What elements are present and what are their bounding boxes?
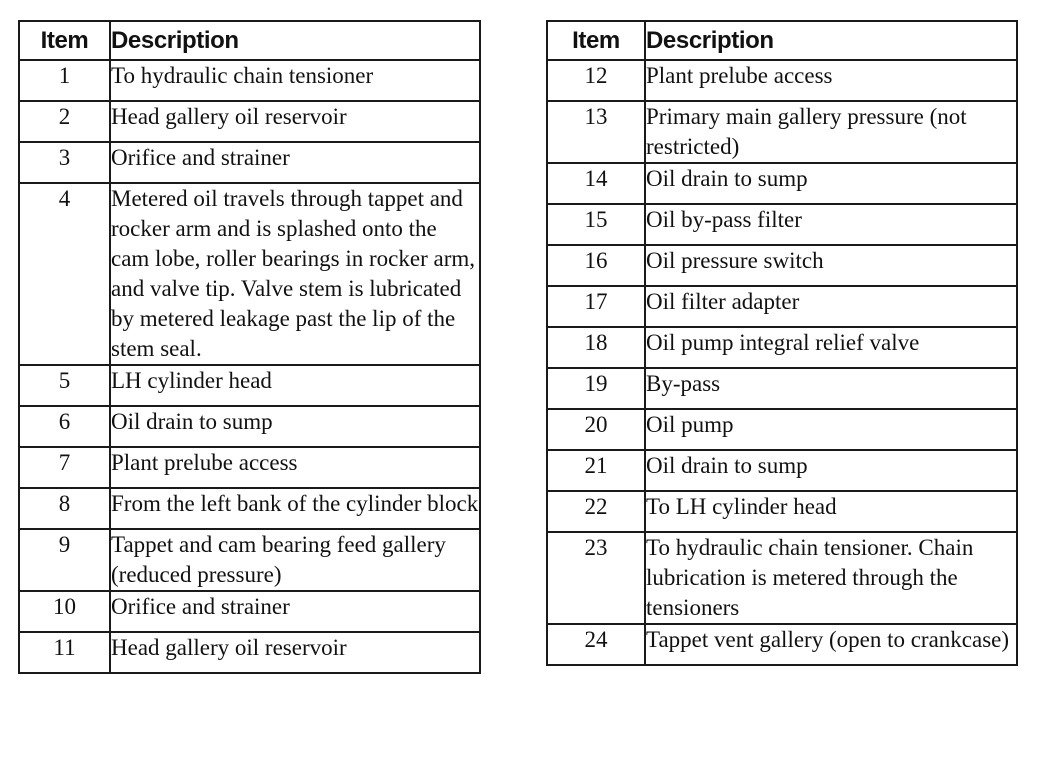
- item-description: Oil drain to sump: [110, 406, 480, 447]
- item-description: Oil pump integral relief valve: [645, 327, 1017, 368]
- item-number: 9: [19, 529, 110, 591]
- table-row: [19, 488, 480, 529]
- item-description: To hydraulic chain tensioner. Chain lubrication is metered through the tensioners: [645, 532, 1017, 624]
- item-number: 11: [19, 632, 110, 673]
- item-number: 15: [547, 204, 645, 245]
- table-row: [19, 101, 480, 142]
- item-description: Oil pressure switch: [645, 245, 1017, 286]
- column-header-description: Description: [110, 21, 480, 60]
- item-number: 4: [19, 183, 110, 365]
- item-number: 8: [19, 488, 110, 529]
- item-description: Tappet vent gallery (open to crankcase): [645, 624, 1017, 665]
- table-row: [547, 286, 1017, 327]
- table-row: [547, 368, 1017, 409]
- item-description: LH cylinder head: [110, 365, 480, 406]
- item-number: 14: [547, 163, 645, 204]
- item-number: 6: [19, 406, 110, 447]
- item-description: To LH cylinder head: [645, 491, 1017, 532]
- item-number: 2: [19, 101, 110, 142]
- table-row: [547, 101, 1017, 163]
- item-number: 17: [547, 286, 645, 327]
- table-row: [547, 491, 1017, 532]
- column-header-description: Description: [645, 21, 1017, 60]
- item-description: Orifice and strainer: [110, 142, 480, 183]
- item-description: Plant prelube access: [645, 60, 1017, 101]
- table-row: [547, 327, 1017, 368]
- item-number: 19: [547, 368, 645, 409]
- item-description: Metered oil travels through tappet and rocker arm and is splashed onto the cam lobe, roller bearings in rocker arm, and valve tip. Valve stem is lubricated by metered leakage past the lip of the stem seal.: [110, 183, 480, 365]
- item-number: 13: [547, 101, 645, 163]
- item-description: Orifice and strainer: [110, 591, 480, 632]
- table-row: [547, 450, 1017, 491]
- item-number: 20: [547, 409, 645, 450]
- column-header-item: Item: [19, 21, 110, 60]
- table-row: [19, 632, 480, 673]
- table-row: [547, 60, 1017, 101]
- item-description: Primary main gallery pressure (not restricted): [645, 101, 1017, 163]
- item-number: 24: [547, 624, 645, 665]
- legend-table-left: [18, 20, 481, 674]
- item-number: 10: [19, 591, 110, 632]
- table-row: [19, 60, 480, 101]
- table-row: [19, 365, 480, 406]
- item-description: Tappet and cam bearing feed gallery (reduced pressure): [110, 529, 480, 591]
- table-row: [547, 245, 1017, 286]
- item-description: Oil filter adapter: [645, 286, 1017, 327]
- item-description: Oil drain to sump: [645, 450, 1017, 491]
- table-row: [547, 163, 1017, 204]
- item-number: 5: [19, 365, 110, 406]
- header-row: [19, 21, 480, 60]
- item-description: Head gallery oil reservoir: [110, 632, 480, 673]
- column-header-item: Item: [547, 21, 645, 60]
- item-number: 18: [547, 327, 645, 368]
- item-number: 16: [547, 245, 645, 286]
- item-number: 3: [19, 142, 110, 183]
- table-row: [19, 447, 480, 488]
- item-description: Oil pump: [645, 409, 1017, 450]
- table-row: [547, 409, 1017, 450]
- table-row: [19, 529, 480, 591]
- table-row: [19, 591, 480, 632]
- item-description: Oil by-pass filter: [645, 204, 1017, 245]
- item-number: 7: [19, 447, 110, 488]
- table-row: [547, 204, 1017, 245]
- item-description: Plant prelube access: [110, 447, 480, 488]
- item-description: By-pass: [645, 368, 1017, 409]
- item-number: 22: [547, 491, 645, 532]
- table-row: [19, 183, 480, 365]
- item-description: To hydraulic chain tensioner: [110, 60, 480, 101]
- table-row: [547, 532, 1017, 624]
- legend-table-right: [546, 20, 1018, 666]
- item-number: 23: [547, 532, 645, 624]
- item-description: Oil drain to sump: [645, 163, 1017, 204]
- item-description: From the left bank of the cylinder block: [110, 488, 480, 529]
- table-row: [19, 406, 480, 447]
- item-number: 21: [547, 450, 645, 491]
- item-description: Head gallery oil reservoir: [110, 101, 480, 142]
- table-row: [19, 142, 480, 183]
- table-row: [547, 624, 1017, 665]
- header-row: [547, 21, 1017, 60]
- item-number: 1: [19, 60, 110, 101]
- item-number: 12: [547, 60, 645, 101]
